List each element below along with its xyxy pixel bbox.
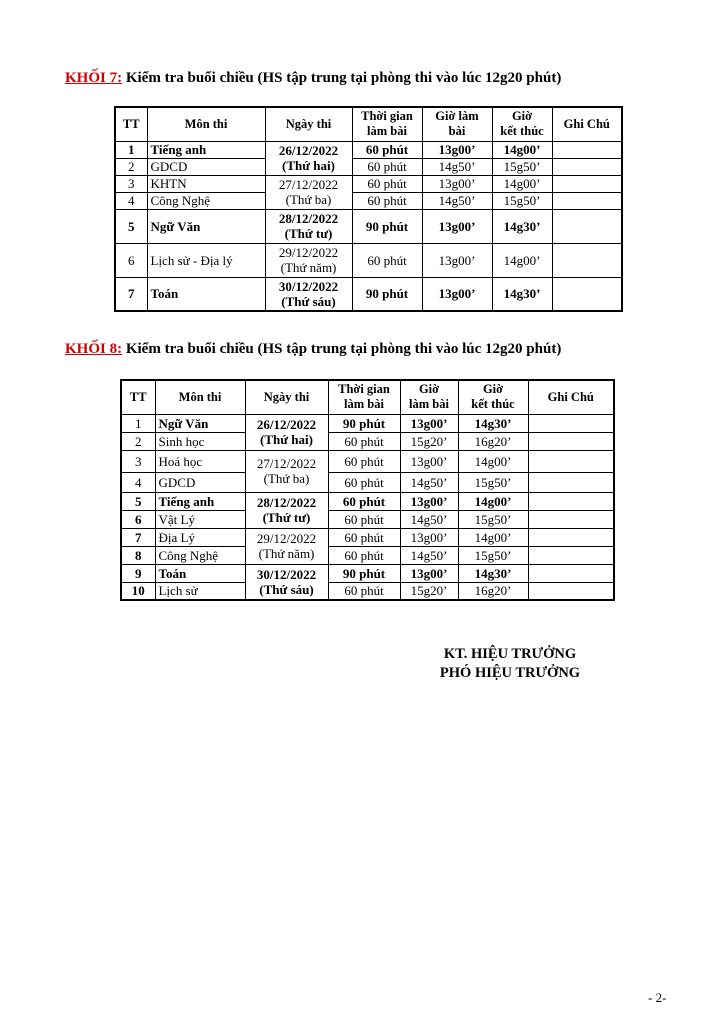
khoi7-text: Kiểm tra buổi chiều (HS tập trung tại phòng thi vào lúc 12g20 phút) — [122, 70, 562, 86]
cell-tt: 6 — [121, 510, 155, 528]
cell-ghi-chu — [552, 192, 622, 209]
cell-ghi-chu — [528, 472, 614, 492]
cell-ket-thuc: 16g20’ — [458, 432, 528, 450]
header-gio-lam-bai: Giờ làm bài — [400, 380, 458, 414]
cell-ngay: 26/12/2022 (Thứ hai) — [245, 414, 328, 450]
cell-mon: Ngữ Văn — [155, 414, 245, 432]
cell-ket-thuc: 14g30’ — [458, 564, 528, 582]
cell-ket-thuc: 14g00’ — [492, 243, 552, 277]
header-thoi-gian: Thời gian làm bài — [328, 380, 400, 414]
cell-mon: Lịch sử — [155, 582, 245, 600]
khoi7-heading — [65, 70, 561, 87]
header-mon-thi: Môn thi — [155, 380, 245, 414]
cell-thoi-gian: 60 phút — [328, 450, 400, 472]
cell-tt: 3 — [115, 175, 147, 192]
cell-mon: Công Nghệ — [147, 192, 265, 209]
cell-thoi-gian: 60 phút — [352, 141, 422, 158]
cell-tt: 4 — [121, 472, 155, 492]
header-gio-ket-thuc: Giờ kết thúc — [458, 380, 528, 414]
cell-ket-thuc: 14g00’ — [492, 175, 552, 192]
cell-thoi-gian: 90 phút — [328, 564, 400, 582]
khoi7-label: KHỐI 7: — [65, 70, 123, 86]
cell-ket-thuc: 15g50’ — [458, 472, 528, 492]
page-number: - 2- — [648, 990, 667, 1005]
table-row — [121, 472, 614, 492]
cell-ghi-chu — [528, 432, 614, 450]
cell-ket-thuc: 14g30’ — [492, 209, 552, 243]
cell-thoi-gian: 60 phút — [328, 472, 400, 492]
cell-ghi-chu — [552, 158, 622, 175]
cell-tt: 7 — [115, 277, 147, 311]
cell-mon: Ngữ Văn — [147, 209, 265, 243]
cell-bat-dau: 13g00’ — [422, 277, 492, 311]
cell-mon: Tiếng anh — [155, 492, 245, 510]
table-row — [121, 564, 614, 582]
cell-thoi-gian: 90 phút — [352, 277, 422, 311]
cell-thoi-gian: 60 phút — [352, 243, 422, 277]
cell-thoi-gian: 90 phút — [352, 209, 422, 243]
cell-tt: 3 — [121, 450, 155, 472]
cell-mon: Hoá học — [155, 450, 245, 472]
cell-thoi-gian: 60 phút — [352, 158, 422, 175]
table-row — [115, 209, 622, 243]
table-row — [115, 243, 622, 277]
cell-ghi-chu — [528, 582, 614, 600]
cell-ket-thuc: 14g00’ — [458, 492, 528, 510]
cell-mon: Toán — [147, 277, 265, 311]
cell-ghi-chu — [528, 492, 614, 510]
cell-ngay: 30/12/2022 (Thứ sáu) — [245, 564, 328, 600]
cell-ngay: 27/12/2022 (Thứ ba) — [265, 175, 352, 209]
cell-ghi-chu — [528, 510, 614, 528]
cell-ket-thuc: 14g30’ — [458, 414, 528, 432]
cell-ngay: 28/12/2022 (Thứ tư) — [245, 492, 328, 528]
cell-ngay: 30/12/2022 (Thứ sáu) — [265, 277, 352, 311]
cell-ket-thuc: 16g20’ — [458, 582, 528, 600]
cell-mon: Vật Lý — [155, 510, 245, 528]
header-gio-lam-bai: Giờ làm bài — [422, 107, 492, 141]
cell-tt: 2 — [121, 432, 155, 450]
cell-ket-thuc: 15g50’ — [458, 546, 528, 564]
cell-ghi-chu — [552, 209, 622, 243]
table-header-row — [121, 380, 614, 414]
cell-mon: Lịch sử - Địa lý — [147, 243, 265, 277]
header-tt: TT — [121, 380, 155, 414]
cell-thoi-gian: 60 phút — [328, 432, 400, 450]
khoi8-label: KHỐI 8: — [65, 341, 123, 357]
cell-mon: KHTN — [147, 175, 265, 192]
table-header-row — [115, 107, 622, 141]
cell-ket-thuc: 15g50’ — [492, 158, 552, 175]
cell-ghi-chu — [528, 414, 614, 432]
table-row — [121, 432, 614, 450]
table-row — [115, 277, 622, 311]
cell-ket-thuc: 14g00’ — [458, 450, 528, 472]
cell-mon: Toán — [155, 564, 245, 582]
cell-tt: 5 — [121, 492, 155, 510]
header-ngay-thi: Ngày thi — [265, 107, 352, 141]
khoi8-text: Kiểm tra buổi chiều (HS tập trung tại phòng thi vào lúc 12g20 phút) — [122, 341, 562, 357]
cell-ngay: 27/12/2022 (Thứ ba) — [245, 450, 328, 492]
table-row — [121, 492, 614, 510]
header-thoi-gian: Thời gian làm bài — [352, 107, 422, 141]
cell-tt: 7 — [121, 528, 155, 546]
table-row — [121, 582, 614, 600]
cell-ghi-chu — [528, 564, 614, 582]
cell-ghi-chu — [528, 528, 614, 546]
khoi8-heading — [65, 341, 561, 358]
table-row — [121, 528, 614, 546]
signature-subtitle: PHÓ HIỆU TRƯỞNG — [439, 665, 581, 681]
cell-tt: 5 — [115, 209, 147, 243]
cell-ghi-chu — [528, 450, 614, 472]
cell-bat-dau: 14g50’ — [400, 472, 458, 492]
cell-ngay: 28/12/2022 (Thứ tư) — [265, 209, 352, 243]
cell-ghi-chu — [552, 175, 622, 192]
cell-bat-dau: 13g00’ — [422, 175, 492, 192]
cell-bat-dau: 13g00’ — [422, 209, 492, 243]
cell-bat-dau: 13g00’ — [422, 243, 492, 277]
header-mon-thi: Môn thi — [147, 107, 265, 141]
cell-ghi-chu — [528, 546, 614, 564]
header-gio-ket-thuc: Giờ kết thúc — [492, 107, 552, 141]
signature-block — [400, 645, 620, 683]
cell-mon: GDCD — [155, 472, 245, 492]
cell-tt: 10 — [121, 582, 155, 600]
cell-bat-dau: 14g50’ — [400, 546, 458, 564]
cell-mon: Công Nghệ — [155, 546, 245, 564]
cell-ngay: 26/12/2022 (Thứ hai) — [265, 141, 352, 175]
cell-tt: 4 — [115, 192, 147, 209]
signature-title: KT. HIỆU TRƯỞNG — [443, 646, 577, 662]
cell-ghi-chu — [552, 243, 622, 277]
table-row — [115, 175, 622, 192]
cell-bat-dau: 13g00’ — [400, 528, 458, 546]
cell-tt: 9 — [121, 564, 155, 582]
cell-thoi-gian: 60 phút — [328, 546, 400, 564]
khoi7-schedule-table — [114, 106, 623, 312]
cell-mon: Địa Lý — [155, 528, 245, 546]
cell-ket-thuc: 14g00’ — [492, 141, 552, 158]
cell-ket-thuc: 14g30’ — [492, 277, 552, 311]
cell-mon: GDCD — [147, 158, 265, 175]
header-tt: TT — [115, 107, 147, 141]
header-ghi-chu: Ghi Chú — [528, 380, 614, 414]
cell-ket-thuc: 15g50’ — [492, 192, 552, 209]
cell-tt: 1 — [115, 141, 147, 158]
cell-bat-dau: 15g20’ — [400, 432, 458, 450]
cell-tt: 8 — [121, 546, 155, 564]
cell-tt: 2 — [115, 158, 147, 175]
table-row — [121, 414, 614, 432]
table-row — [121, 510, 614, 528]
cell-bat-dau: 13g00’ — [400, 414, 458, 432]
header-ngay-thi: Ngày thi — [245, 380, 328, 414]
cell-bat-dau: 13g00’ — [422, 141, 492, 158]
cell-ket-thuc: 14g00’ — [458, 528, 528, 546]
cell-ghi-chu — [552, 141, 622, 158]
cell-mon: Sinh học — [155, 432, 245, 450]
cell-thoi-gian: 60 phút — [352, 192, 422, 209]
cell-bat-dau: 13g00’ — [400, 564, 458, 582]
cell-ngay: 29/12/2022 (Thứ năm) — [245, 528, 328, 564]
table-row — [115, 158, 622, 175]
cell-ngay: 29/12/2022 (Thứ năm) — [265, 243, 352, 277]
cell-thoi-gian: 60 phút — [352, 175, 422, 192]
cell-bat-dau: 13g00’ — [400, 450, 458, 472]
cell-thoi-gian: 60 phút — [328, 528, 400, 546]
cell-bat-dau: 15g20’ — [400, 582, 458, 600]
cell-thoi-gian: 60 phút — [328, 582, 400, 600]
cell-mon: Tiếng anh — [147, 141, 265, 158]
table-row — [121, 546, 614, 564]
cell-bat-dau: 14g50’ — [422, 158, 492, 175]
cell-bat-dau: 13g00’ — [400, 492, 458, 510]
khoi8-schedule-table — [120, 379, 615, 601]
table-row — [115, 192, 622, 209]
header-ghi-chu: Ghi Chú — [552, 107, 622, 141]
cell-bat-dau: 14g50’ — [400, 510, 458, 528]
table-row — [121, 450, 614, 472]
cell-bat-dau: 14g50’ — [422, 192, 492, 209]
cell-thoi-gian: 90 phút — [328, 414, 400, 432]
table-row — [115, 141, 622, 158]
cell-tt: 6 — [115, 243, 147, 277]
cell-thoi-gian: 60 phút — [328, 510, 400, 528]
cell-thoi-gian: 60 phút — [328, 492, 400, 510]
cell-ghi-chu — [552, 277, 622, 311]
cell-ket-thuc: 15g50’ — [458, 510, 528, 528]
cell-tt: 1 — [121, 414, 155, 432]
